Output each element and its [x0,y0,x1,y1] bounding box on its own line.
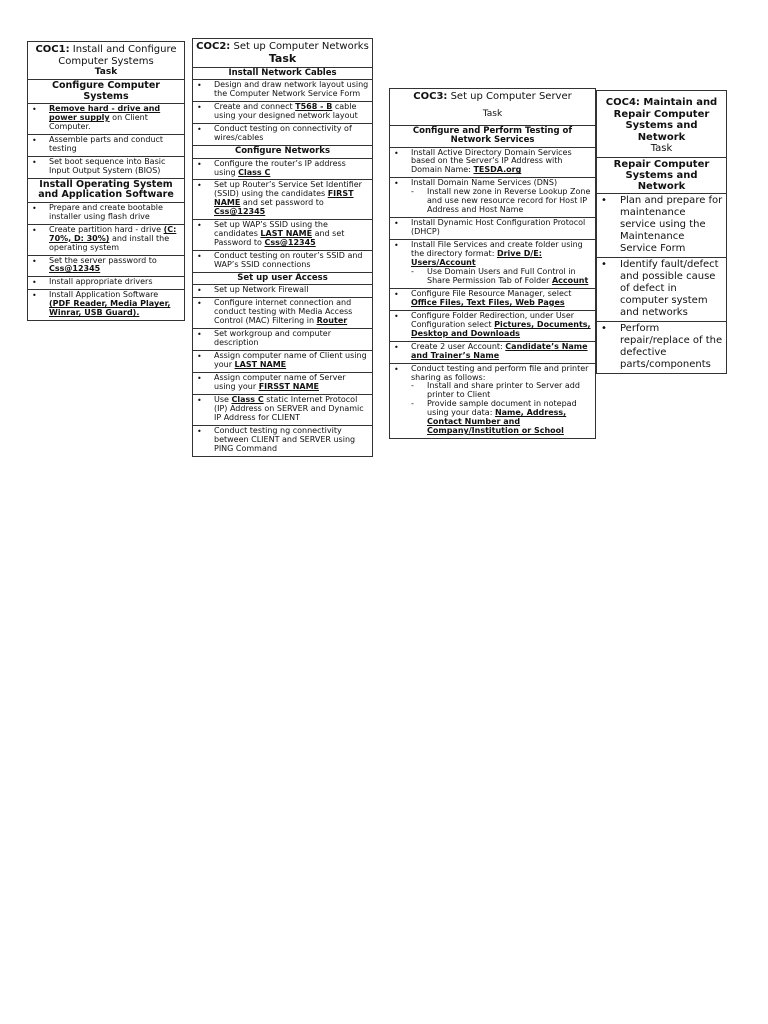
task-text-emphasis: Class C [238,167,271,177]
task-text [393,290,592,308]
task-text [196,427,369,454]
coc2-task-label: Task [268,51,297,65]
task-text-plain: Assign computer name of Server using your [214,373,346,391]
section-heading: Configure and Perform Testing of Network Services [390,126,595,148]
task-item [28,157,184,179]
coc3-header [390,89,595,126]
task-text [196,330,369,348]
bullet-icon: • [197,299,202,309]
bullet-icon: • [197,286,202,296]
task-text-emphasis: T568 - B [295,102,333,112]
task-text-plain: Create and connect [214,102,296,112]
task-text-plain: and set password to [240,198,324,208]
coc2-card [192,38,373,457]
section-heading: Set up user Access [193,273,372,285]
task-text-plain: Conduct testing ng connectivity between CLIENT and SERVER using PING Command [214,425,356,453]
task-text-plain: Configure the router’s IP address using [214,158,346,177]
task-text [31,257,181,275]
section-heading: Repair Computer Systems and Network [597,158,726,194]
dash-icon: - [411,381,414,391]
task-item [28,135,184,157]
task-text [196,181,369,217]
task-text [31,226,181,253]
coc1-code: COC1: [35,44,70,55]
task-item [390,240,595,289]
task-text [31,278,181,287]
task-text-plain: Assign computer name of Client using your [214,351,367,370]
task-text [196,286,369,295]
task-item [193,124,372,146]
bullet-icon: • [32,136,37,146]
task-item [390,178,595,218]
task-item [390,342,595,364]
task-item [193,373,372,395]
bullet-icon: • [197,221,202,231]
task-text-emphasis: TESDA.org [473,165,522,175]
task-text-plain: on Client Computer. [49,113,148,132]
bullet-icon: • [197,103,202,113]
task-text-plain: Create 2 user Account: [411,341,506,351]
coc1-card [27,41,185,321]
section-heading: Configure Computer Systems [28,80,184,104]
task-text-plain: Perform repair/replace of the defective parts/components [620,322,723,370]
task-item [193,80,372,102]
subtask-text: Use Domain Users and Full Control in Share Permission Tab of Folder [427,266,576,285]
task-item [28,256,184,278]
task-item [193,351,372,373]
task-text [196,125,369,143]
bullet-icon: • [197,81,202,91]
task-text [31,105,181,132]
task-item [193,298,372,329]
bullet-icon: • [32,278,37,288]
task-text-plain: Set up Network Firewall [214,285,309,295]
bullet-icon: • [394,219,399,229]
task-text-plain: and set Password to [214,229,345,248]
bullet-icon: • [32,157,37,167]
bullet-icon: • [32,225,37,235]
task-text-plain: Use [214,394,232,404]
subtask [393,382,592,400]
task-text-plain: Create partition hard - drive [49,224,164,234]
task-item [28,225,184,256]
task-text-emphasis: Pictures, Documents, Desktop and Downloads [411,319,591,338]
bullet-icon: • [32,203,37,213]
task-item [193,102,372,124]
task-item [193,180,372,220]
dash-icon: - [411,399,414,409]
bullet-icon: • [394,241,399,251]
coc4-code: COC4: [605,97,640,108]
task-text-emphasis: Css@12345 [214,207,266,217]
coc2-title: Set up Computer Networks [230,41,369,52]
task-text [393,343,592,361]
task-text-plain: Install appropriate drivers [49,277,153,287]
task-text-plain: Install Dynamic Host Configuration Protocol (DHCP) [411,218,586,237]
task-text [393,241,592,268]
bullet-icon: • [394,311,399,321]
task-text [393,149,592,176]
subtask-text: Install new zone in Reverse Lookup Zone and use new resource record for Host IP Address and Host Name [427,187,591,215]
bullet-icon: • [197,352,202,362]
task-text-emphasis: Router [316,316,348,326]
task-text-plain: Prepare and create bootable installer using flash drive [49,202,163,221]
subtask [393,400,592,436]
bullet-icon: • [197,252,202,262]
task-text [600,323,723,371]
task-item [28,277,184,290]
task-text-plain: Set the server password to [49,255,157,265]
bullet-icon: • [32,291,37,301]
task-text-plain: Install Application Software [49,290,159,300]
task-item [193,426,372,456]
task-text-plain: Set up WAP’s SSID using the candidates [214,220,328,239]
task-text [196,352,369,370]
coc3-title: Set up Computer Server [447,91,572,102]
subtask-text: Provide sample document in notepad using your data: [427,399,577,418]
task-text-plain: Conduct testing and perform file and printer sharing as follows: [411,363,589,382]
bullet-icon: • [394,364,399,374]
coc1-header [28,42,184,80]
bullet-icon: • [601,322,607,334]
task-text-emphasis: Office Files, Text Files, Web Pages [411,297,565,307]
task-text-emphasis: Css@12345 [49,264,101,274]
task-text-plain: Identify fault/defect and possible cause of defect in computer system and networks [620,258,719,318]
coc1-title: Install and Configure Computer Systems [58,44,177,67]
task-text-emphasis: Css@12345 [264,238,316,248]
task-item [193,159,372,181]
section-heading: Install Operating System and Application Software [28,179,184,203]
task-item [193,220,372,251]
task-item [390,289,595,311]
task-text-emphasis: Candidate’s Name and Trainer’s Name [411,341,588,360]
task-text-plain: Set up Router’s Service Set Identifier (SSID) using the candidates [214,180,362,199]
task-text [196,396,369,423]
task-text [31,136,181,154]
bullet-icon: • [394,289,399,299]
coc1-task-label: Task [94,67,118,77]
bullet-icon: • [197,159,202,169]
task-text [196,299,369,326]
task-text-plain: static Internet Protocol (IP) Address on SERVER and Dynamic IP Address for CLIENT [214,394,364,422]
dash-icon: - [411,266,414,276]
task-item [28,203,184,225]
task-item [193,329,372,351]
task-text-plain: Set workgroup and computer description [214,329,331,348]
bullet-icon: • [394,179,399,189]
section-heading: Configure Networks [193,146,372,158]
coc4-title: Maintain and Repair Computer Systems and Network [613,97,718,143]
task-text [196,252,369,270]
task-item [597,258,726,322]
task-text-plain: Configure Folder Redirection, under User Configuration select [411,310,575,329]
task-text-emphasis: LAST NAME [260,229,313,239]
task-text-plain: Install Active Directory Domain Services based on the Server’s IP Address with Domain Name: [411,147,572,175]
section-heading: Install Network Cables [193,68,372,80]
bullet-icon: • [32,256,37,266]
coc3-task-label: Task [482,108,503,119]
task-text [393,312,592,339]
bullet-icon: • [32,105,37,115]
task-text [196,81,369,99]
task-item [28,104,184,135]
bullet-icon: • [601,258,607,270]
task-text-plain: Conduct testing on router’s SSID and WAP’s SSID connections [214,251,363,270]
task-text-emphasis: (C: 70%, D: 30%) [49,224,177,243]
task-item [193,285,372,298]
task-text-emphasis: FIRSST NAME [258,381,320,391]
coc4-task-label: Task [650,143,673,154]
task-text-plain: cable using your designed network layout [214,102,358,121]
task-item [193,395,372,426]
task-text [31,204,181,222]
task-text [196,103,369,121]
task-text-emphasis: Class C [231,394,264,404]
task-text-emphasis: (PDF Reader, Media Player, Winrar, USB Guard). [49,299,171,318]
coc2-code: COC2: [196,41,231,52]
task-item [390,364,595,439]
bullet-icon: • [197,395,202,405]
dash-icon: - [411,187,414,197]
task-item [597,194,726,258]
subtask [393,268,592,286]
task-text-plain: Install Domain Name Services (DNS) [411,178,558,188]
task-item [390,311,595,342]
coc4-card [596,90,727,374]
subtask-text: Install and share printer to Server add printer to Client [427,381,580,400]
task-text [393,365,592,383]
task-text [600,195,723,255]
task-text-emphasis: Remove hard - drive and power supply [49,104,161,123]
task-text [31,291,181,318]
task-text-plain: Assemble parts and conduct testing [49,135,164,154]
task-text-emphasis: LAST NAME [234,360,287,370]
task-text-emphasis: Drive D/E: Users/Account [411,249,542,268]
task-text [31,158,181,176]
task-text [393,219,592,237]
task-text-plain: Conduct testing on connectivity of wires/cables [214,124,352,143]
coc4-header [597,91,726,158]
bullet-icon: • [197,374,202,383]
bullet-icon: • [197,330,202,340]
subtask-emphasis: Account [551,275,589,285]
coc2-header [193,39,372,68]
coc3-card [389,88,596,439]
task-text [196,160,369,178]
bullet-icon: • [197,125,202,135]
task-item [28,290,184,320]
bullet-icon: • [394,148,399,158]
task-text [600,259,723,319]
task-item [597,322,726,373]
task-text-plain: Install File Services and create folder using the directory format: [411,240,583,259]
task-text-plain: Design and draw network layout using the Computer Network Service Form [214,80,369,99]
coc3-code: COC3: [413,91,448,102]
task-text-plain: Configure File Resource Manager, select [411,288,572,298]
task-text-plain: and install the operating system [49,233,170,252]
task-text-emphasis: FIRST NAME [214,189,354,208]
task-text [196,374,369,392]
bullet-icon: • [197,181,202,191]
subtask-emphasis: Name, Address, Contact Number and Company/Institution or School [427,408,567,436]
bullet-icon: • [601,194,607,206]
subtask [393,188,592,215]
bullet-icon: • [394,342,399,352]
bullet-icon: • [197,426,202,436]
task-item [390,218,595,240]
task-item [390,148,595,179]
task-item [193,251,372,273]
task-text-plain: Set boot sequence into Basic Input Output System (BIOS) [49,156,166,175]
task-text-plain: Plan and prepare for maintenance service using the Maintenance Service Form [620,194,723,254]
task-text [196,221,369,248]
task-text-plain: Configure internet connection and conduct testing with Media Access Control (MAC) Filtering in [214,298,353,326]
